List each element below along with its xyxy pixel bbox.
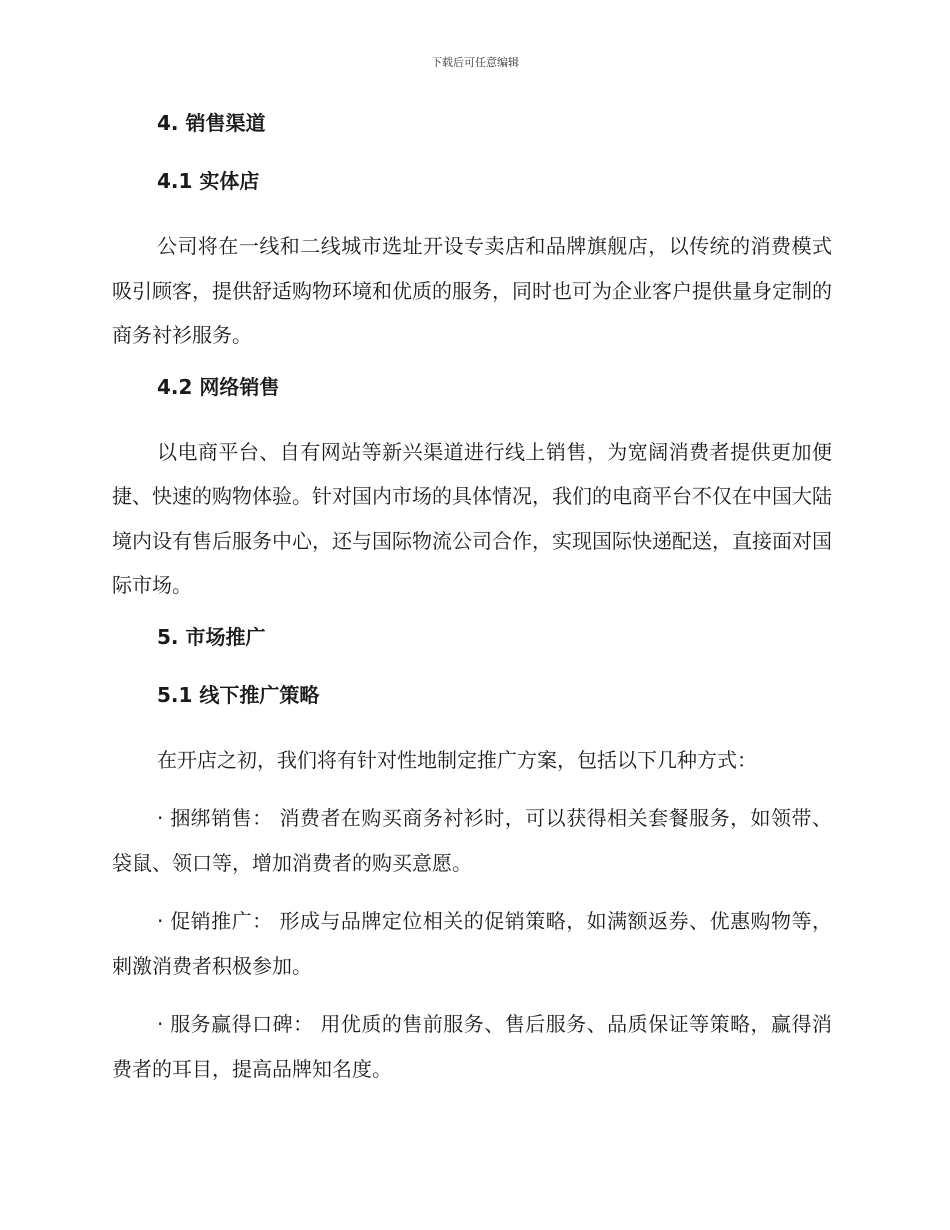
heading-sales-channels: 4. 销售渠道 xyxy=(157,111,266,135)
bullet-service-reputation: · 服务赢得口碑： 用优质的售前服务、售后服务、品质保证等策略，赢得消费者的耳目，提高品牌知名度。 xyxy=(112,1012,832,1081)
document-body xyxy=(112,108,832,1105)
heading-offline-strategy: 5.1 线下推广策略 xyxy=(157,682,320,707)
paragraph-physical-store: 公司将在一线和二线城市选址开设专卖店和品牌旗舰店，以传统的消费模式吸引顾客，提供舒适购物环境和优质的服务，同时也可为企业客户提供量身定制的商务衬衫服务。 xyxy=(112,234,832,347)
bullet-bundle-sales: · 捆绑销售： 消费者在购买商务衬衫时，可以获得相关套餐服务，如领带、袋鼠、领口等，增加消费者的购买意愿。 xyxy=(112,806,832,875)
bullet-promotions: · 促销推广： 形成与品牌定位相关的促销策略，如满额返券、优惠购物等，刺激消费者积极参加。 xyxy=(112,909,832,978)
heading-market-promotion: 5. 市场推广 xyxy=(157,624,266,649)
page-header: 下载后可任意编辑 xyxy=(431,56,519,69)
heading-online-sales: 4.2 网络销售 xyxy=(157,374,280,399)
paragraph-online-sales: 以电商平台、自有网站等新兴渠道进行线上销售，为宽阔消费者提供更加便捷、快速的购物体验。针对国内市场的具体情况，我们的电商平台不仅在中国大陆境内设有售后服务中心，还与国际物流公司合作，实现国际快递配送，直接面对国际市场。 xyxy=(112,439,832,597)
paragraph-offline-intro: 在开店之初，我们将有针对性地制定推广方案，包括以下几种方式： xyxy=(157,747,757,772)
heading-physical-store: 4.1 实体店 xyxy=(157,169,260,193)
